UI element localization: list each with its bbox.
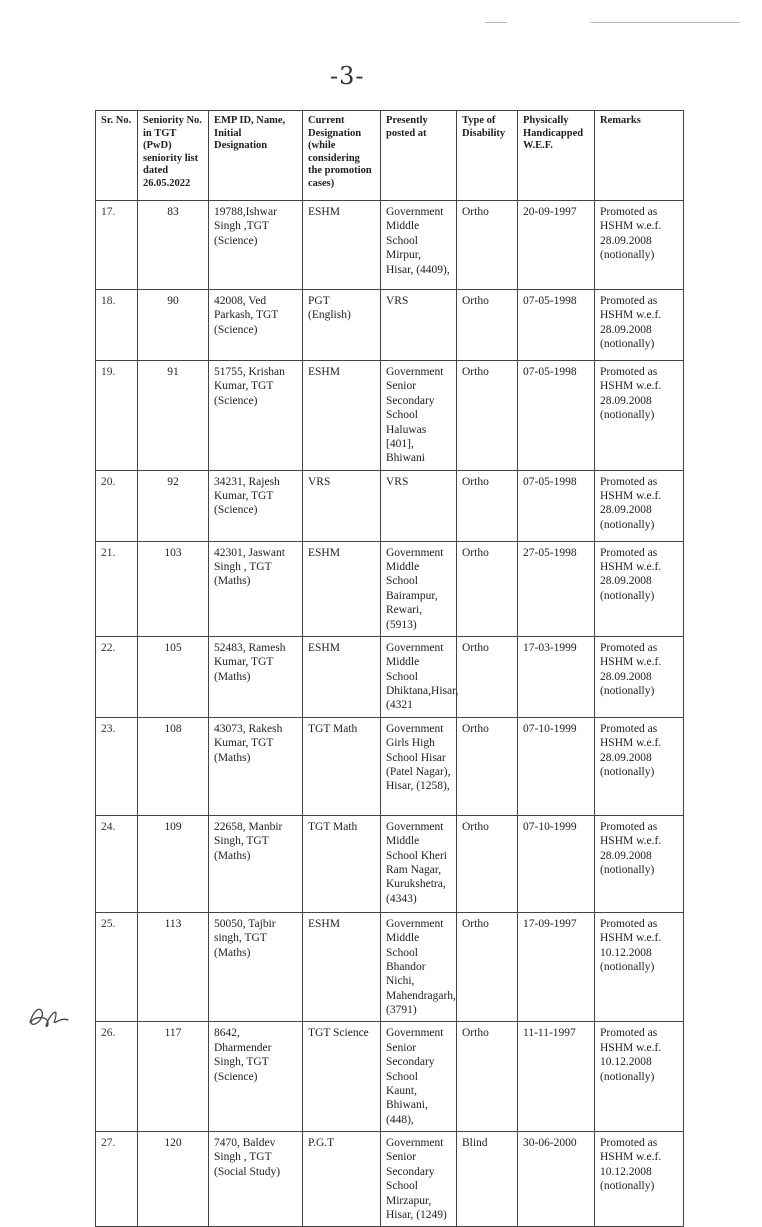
scan-line-right: [590, 22, 740, 23]
cell-wef: 20-09-1997: [518, 201, 595, 290]
header-designation: Current Designation (while considering the promotion cases): [303, 111, 381, 201]
table-row: [96, 470, 684, 541]
cell-seniority: 120: [138, 1132, 209, 1227]
cell-designation: ESHM: [303, 201, 381, 290]
cell-emp: 43073, Rakesh Kumar, TGT (Maths): [209, 717, 303, 815]
cell-disability: Ortho: [457, 717, 518, 815]
cell-sr: 21.: [96, 541, 138, 636]
cell-seniority: 91: [138, 361, 209, 471]
cell-sr: 26.: [96, 1022, 138, 1132]
cell-designation: VRS: [303, 470, 381, 541]
cell-posted: Government Middle School Mirpur, Hisar, (4409),: [381, 201, 457, 290]
scan-line-left: [485, 22, 507, 23]
cell-wef: 07-05-1998: [518, 290, 595, 361]
cell-sr: 27.: [96, 1132, 138, 1227]
cell-remarks: Promoted as HSHM w.e.f. 28.09.2008 (notionally): [595, 815, 684, 912]
cell-wef: 27-05-1998: [518, 541, 595, 636]
cell-posted: Government Senior Secondary School Kaunt, Bhiwani, (448),: [381, 1022, 457, 1132]
page-number: -3-: [330, 62, 365, 90]
cell-emp: 7470, Baldev Singh , TGT (Social Study): [209, 1132, 303, 1227]
cell-designation: PGT (English): [303, 290, 381, 361]
cell-sr: 20.: [96, 470, 138, 541]
cell-remarks: Promoted as HSHM w.e.f. 28.09.2008 (notionally): [595, 470, 684, 541]
cell-designation: ESHM: [303, 636, 381, 717]
cell-disability: Ortho: [457, 912, 518, 1022]
cell-seniority: 105: [138, 636, 209, 717]
cell-disability: Ortho: [457, 201, 518, 290]
cell-designation: ESHM: [303, 541, 381, 636]
cell-remarks: Promoted as HSHM w.e.f. 28.09.2008 (notionally): [595, 361, 684, 471]
cell-remarks: Promoted as HSHM w.e.f. 28.09.2008 (notionally): [595, 541, 684, 636]
seniority-table: [95, 110, 684, 1227]
cell-disability: Ortho: [457, 636, 518, 717]
cell-posted: Government Senior Secondary School Haluwas [401], Bhiwani: [381, 361, 457, 471]
cell-sr: 17.: [96, 201, 138, 290]
table-row: [96, 717, 684, 815]
header-emp: EMP ID, Name, Initial Designation: [209, 111, 303, 201]
cell-designation: TGT Math: [303, 815, 381, 912]
cell-seniority: 109: [138, 815, 209, 912]
cell-seniority: 90: [138, 290, 209, 361]
cell-disability: Ortho: [457, 290, 518, 361]
cell-emp: 8642, Dharmender Singh, TGT (Science): [209, 1022, 303, 1132]
cell-posted: Government Senior Secondary School Mirzapur, Hisar, (1249): [381, 1132, 457, 1227]
cell-designation: ESHM: [303, 912, 381, 1022]
cell-wef: 17-09-1997: [518, 912, 595, 1022]
cell-remarks: Promoted as HSHM w.e.f. 10.12.2008 (notionally): [595, 912, 684, 1022]
cell-wef: 11-11-1997: [518, 1022, 595, 1132]
header-sr-no: Sr. No.: [96, 111, 138, 201]
cell-emp: 34231, Rajesh Kumar, TGT (Science): [209, 470, 303, 541]
table-row: [96, 541, 684, 636]
cell-posted: Government Girls High School Hisar (Patel Nagar), Hisar, (1258),: [381, 717, 457, 815]
cell-wef: 07-10-1999: [518, 717, 595, 815]
table-row: [96, 201, 684, 290]
cell-disability: Ortho: [457, 361, 518, 471]
cell-disability: Ortho: [457, 541, 518, 636]
cell-emp: 19788,Ishwar Singh ,TGT (Science): [209, 201, 303, 290]
table-row: [96, 912, 684, 1022]
cell-posted: VRS: [381, 290, 457, 361]
cell-designation: TGT Math: [303, 717, 381, 815]
header-seniority: Seniority No. in TGT (PwD) seniority list dated 26.05.2022: [138, 111, 209, 201]
cell-posted: Government Middle School Bairampur, Rewari, (5913): [381, 541, 457, 636]
table-row: [96, 815, 684, 912]
cell-emp: 22658, Manbir Singh, TGT (Maths): [209, 815, 303, 912]
cell-disability: Ortho: [457, 815, 518, 912]
cell-remarks: Promoted as HSHM w.e.f. 10.12.2008 (notionally): [595, 1132, 684, 1227]
cell-wef: 07-05-1998: [518, 361, 595, 471]
cell-sr: 22.: [96, 636, 138, 717]
cell-seniority: 92: [138, 470, 209, 541]
table-row: [96, 290, 684, 361]
table-row: [96, 1022, 684, 1132]
table-header-row: [96, 111, 684, 201]
signature-mark: [26, 1000, 70, 1032]
cell-remarks: Promoted as HSHM w.e.f. 28.09.2008 (notionally): [595, 717, 684, 815]
cell-sr: 25.: [96, 912, 138, 1022]
cell-wef: 30-06-2000: [518, 1132, 595, 1227]
cell-seniority: 108: [138, 717, 209, 815]
cell-emp: 42301, Jaswant Singh , TGT (Maths): [209, 541, 303, 636]
cell-remarks: Promoted as HSHM w.e.f. 10.12.2008 (notionally): [595, 1022, 684, 1132]
cell-seniority: 113: [138, 912, 209, 1022]
cell-sr: 23.: [96, 717, 138, 815]
table-row: [96, 636, 684, 717]
cell-sr: 19.: [96, 361, 138, 471]
cell-wef: 07-05-1998: [518, 470, 595, 541]
header-disability: Type of Disability: [457, 111, 518, 201]
cell-posted: Government Middle School Dhiktana,Hisar, (4321: [381, 636, 457, 717]
cell-emp: 52483, Ramesh Kumar, TGT (Maths): [209, 636, 303, 717]
cell-posted: Government Middle School Kheri Ram Nagar, Kurukshetra, (4343): [381, 815, 457, 912]
cell-remarks: Promoted as HSHM w.e.f. 28.09.2008 (notionally): [595, 636, 684, 717]
cell-seniority: 103: [138, 541, 209, 636]
cell-emp: 42008, Ved Parkash, TGT (Science): [209, 290, 303, 361]
cell-designation: TGT Science: [303, 1022, 381, 1132]
cell-seniority: 83: [138, 201, 209, 290]
header-posted: Presently posted at: [381, 111, 457, 201]
cell-wef: 17-03-1999: [518, 636, 595, 717]
cell-designation: P.G.T: [303, 1132, 381, 1227]
cell-remarks: Promoted as HSHM w.e.f. 28.09.2008 (notionally): [595, 290, 684, 361]
cell-disability: Blind: [457, 1132, 518, 1227]
cell-seniority: 117: [138, 1022, 209, 1132]
cell-designation: ESHM: [303, 361, 381, 471]
table-row: [96, 361, 684, 471]
table-row: [96, 1132, 684, 1227]
cell-emp: 51755, Krishan Kumar, TGT (Science): [209, 361, 303, 471]
cell-posted: Government Middle School Bhandor Nichi, Mahendragarh, (3791): [381, 912, 457, 1022]
header-remarks: Remarks: [595, 111, 684, 201]
cell-remarks: Promoted as HSHM w.e.f. 28.09.2008 (notionally): [595, 201, 684, 290]
cell-sr: 24.: [96, 815, 138, 912]
cell-disability: Ortho: [457, 1022, 518, 1132]
cell-emp: 50050, Tajbir singh, TGT (Maths): [209, 912, 303, 1022]
cell-disability: Ortho: [457, 470, 518, 541]
header-wef: Physically Handicapped W.E.F.: [518, 111, 595, 201]
cell-posted: VRS: [381, 470, 457, 541]
cell-wef: 07-10-1999: [518, 815, 595, 912]
cell-sr: 18.: [96, 290, 138, 361]
